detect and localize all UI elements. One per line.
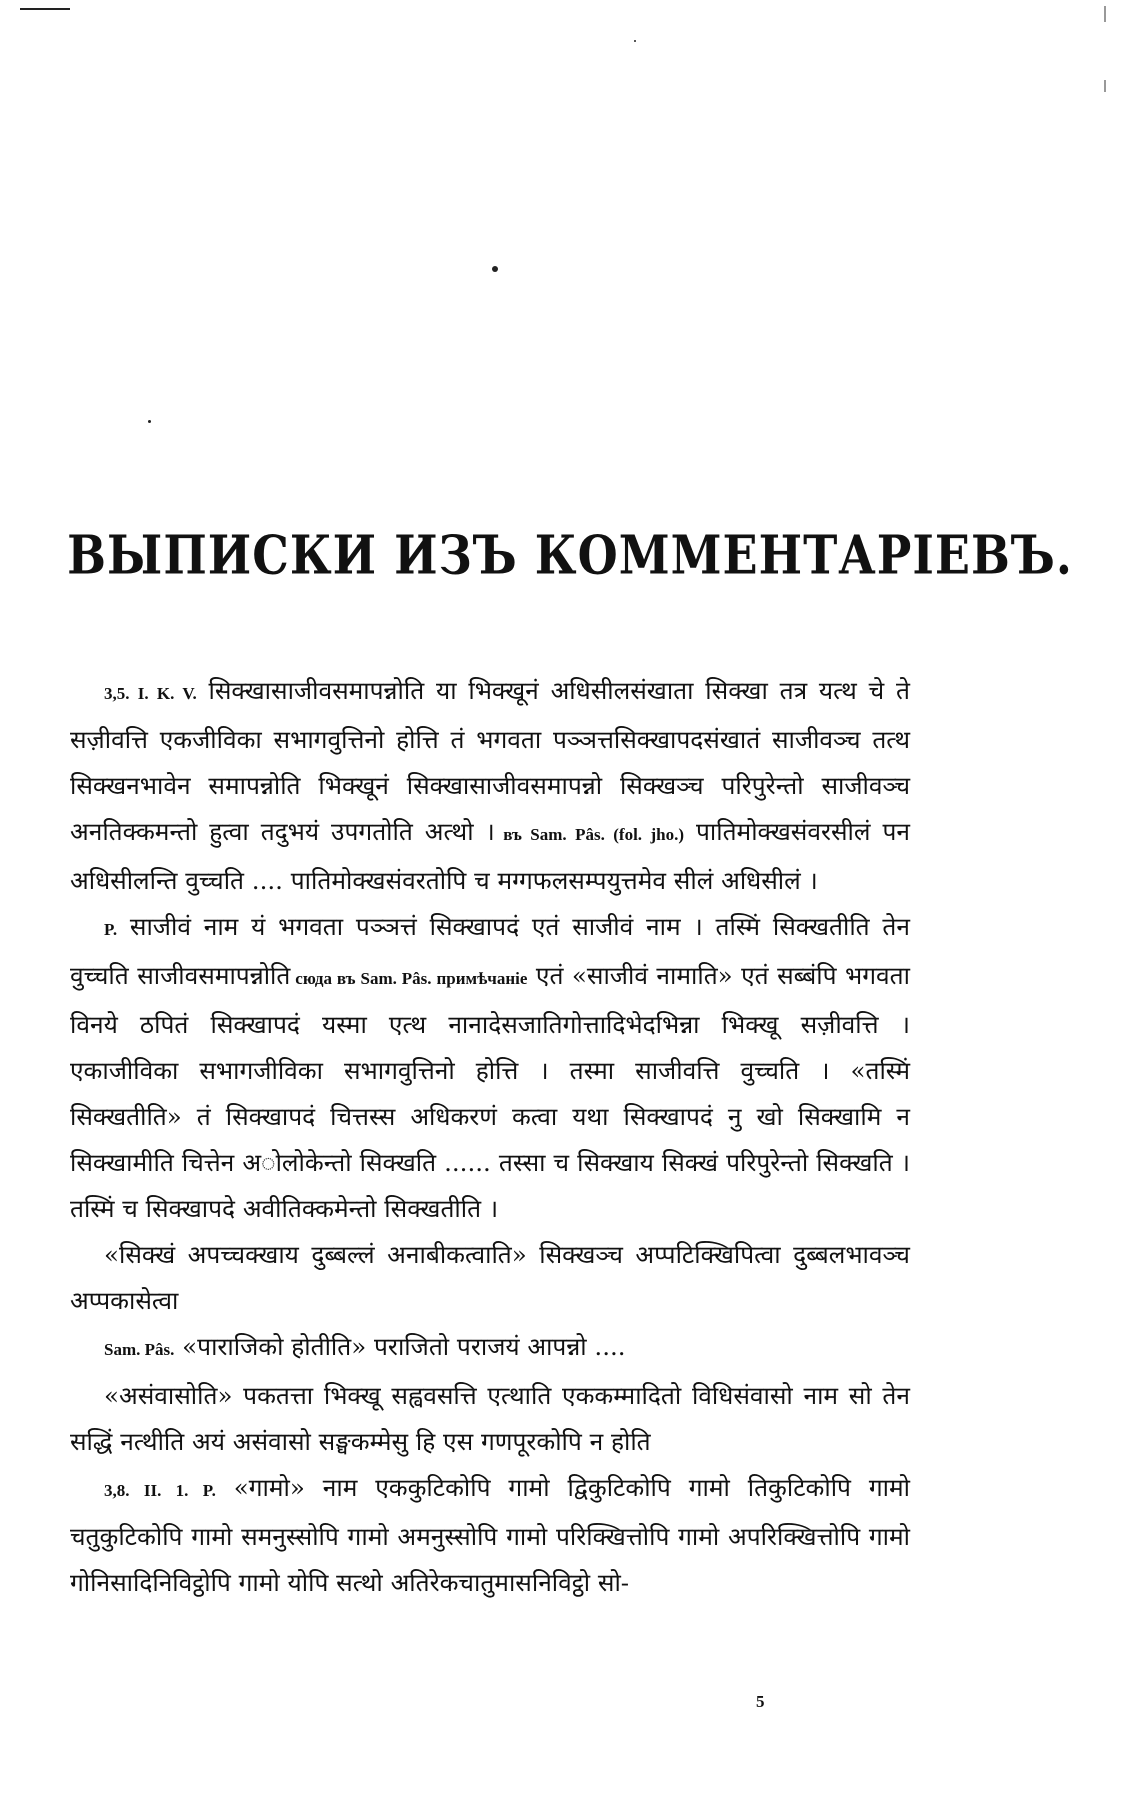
- paragraph: [70, 1465, 910, 1606]
- page-title: ВЫПИСКИ ИЗЪ КОММЕНТАРІЕВЪ.: [67, 523, 1073, 587]
- sanskrit-text: एतं «साजीवं नामाति» एतं सब्बंपि भगवता विनये ठपितं सिक्खापदं यस्मा एत्थ नानादेसजातिगोत्तादिभेदभिन्ना भिक्खू सज़ीवत्ति । एकाजीविका सभागजीविका सभागवुत्तिनो होत्ति । तस्मा साजीवत्ति वुच्चति । «तस्मिं सिक्खतीति» तं सिक्खापदं चित्तस्स अधिकरणं कत्वा यथा सिक्खापदं नु खो सिक्खामि न सिक्खामीति चित्तेन अोलोकेन्तो सिक्खति ...... तस्सा च सिक्खाय सिक्खं परिपुरेन्तो सिक्खति । तस्मिं च सिक्खापदे अवीतिक्कमेन्तो सिक्खतीति ।: [70, 961, 910, 1223]
- edge-mark: [1104, 6, 1106, 22]
- citation-ref: 3,8. II. 1. P.: [104, 1481, 216, 1500]
- paragraph: [70, 1232, 910, 1324]
- citation-ref: P.: [104, 920, 118, 939]
- russian-note: сюда въ Sam. Pâs. примѣчаніе: [290, 969, 528, 988]
- top-rule: [20, 8, 70, 10]
- russian-note: Sam. Pâs.: [104, 1340, 175, 1359]
- sanskrit-text: साजीवं नाम यं भगवता पञ्ञत्तं सिक्खापदं एतं साजीवं नाम । तस्मिं सिक्खतीति तेन वुच्चति साजीवसमापन्नोति: [70, 912, 910, 990]
- sanskrit-text: «सिक्खं अपच्चक्खाय दुब्बल्लं अनाबीकत्वाति» सिक्खञ्च अप्पटिक्खिपित्वा दुब्बलभावञ्च अप्पकासेत्वा: [70, 1240, 910, 1315]
- sanskrit-text: «पाराजिको होतीति» पराजितो पराजयं आपन्नो ....: [174, 1332, 626, 1361]
- ink-speck: [492, 266, 498, 272]
- paragraph: [70, 1324, 910, 1373]
- paragraph: [70, 904, 910, 1232]
- ink-speck: [634, 40, 636, 42]
- paragraph: [70, 1373, 910, 1465]
- body-text: [70, 668, 910, 1606]
- page-number: 5: [756, 1692, 765, 1711]
- sanskrit-text: «गामो» नाम एककुटिकोपि गामो द्विकुटिकोपि गामो तिकुटिकोपि गामो चतुकुटिकोपि गामो समनुस्सोपि गामो अमनुस्सोपि गामो परिक्खित्तोपि गामो अपरिक्खित्तोपि गामो गोनिसादिनिविट्ठोपि गामो योपि सत्थो अतिरेकचातुमासनिविट्ठो सो-: [70, 1473, 910, 1597]
- ink-speck: [148, 420, 151, 423]
- sanskrit-text: «असंवासोति» पकतत्ता भिक्खू सह्ववसत्ति एत्थाति एककम्मादितो विधिसंवासो नाम सो तेन सद्धिं नत्थीति अयं असंवासो सङ्घकम्मेसु हि एस गणपूरकोपि न होति: [70, 1381, 910, 1456]
- sanskrit-text: सिक्खासाजीवसमापन्नोति या भिक्खूनं अधिसीलसंखाता सिक्खा तत्र यत्थ चे ते सज़ीवत्ति एकजीविका सभागवुत्तिनो होत्ति तं भगवता पञ्ञत्तसिक्खापदसंखातं साजीवञ्च तत्थ सिक्खनभावेन समापन्नोति भिक्खूनं सिक्खासाजीवसमापन्नो सिक्खञ्च परिपुरेन्तो साजीवञ्च अनतिक्कमन्तो हुत्वा तदुभयं उपगतोति अत्थो ।: [70, 676, 910, 846]
- russian-note: въ Sam. Pâs. (fol. jho.): [494, 825, 685, 844]
- paragraph: [70, 668, 910, 904]
- edge-mark: [1104, 80, 1106, 92]
- sanskrit-text: पातिमोक्खसंवरसीलं पन अधिसीलन्ति वुच्चति .... पातिमोक्खसंवरतोपि च मग्गफलसम्पयुत्तमेव सीलं अधिसीलं ।: [70, 817, 910, 895]
- citation-ref: 3,5. I. K. V.: [104, 684, 197, 703]
